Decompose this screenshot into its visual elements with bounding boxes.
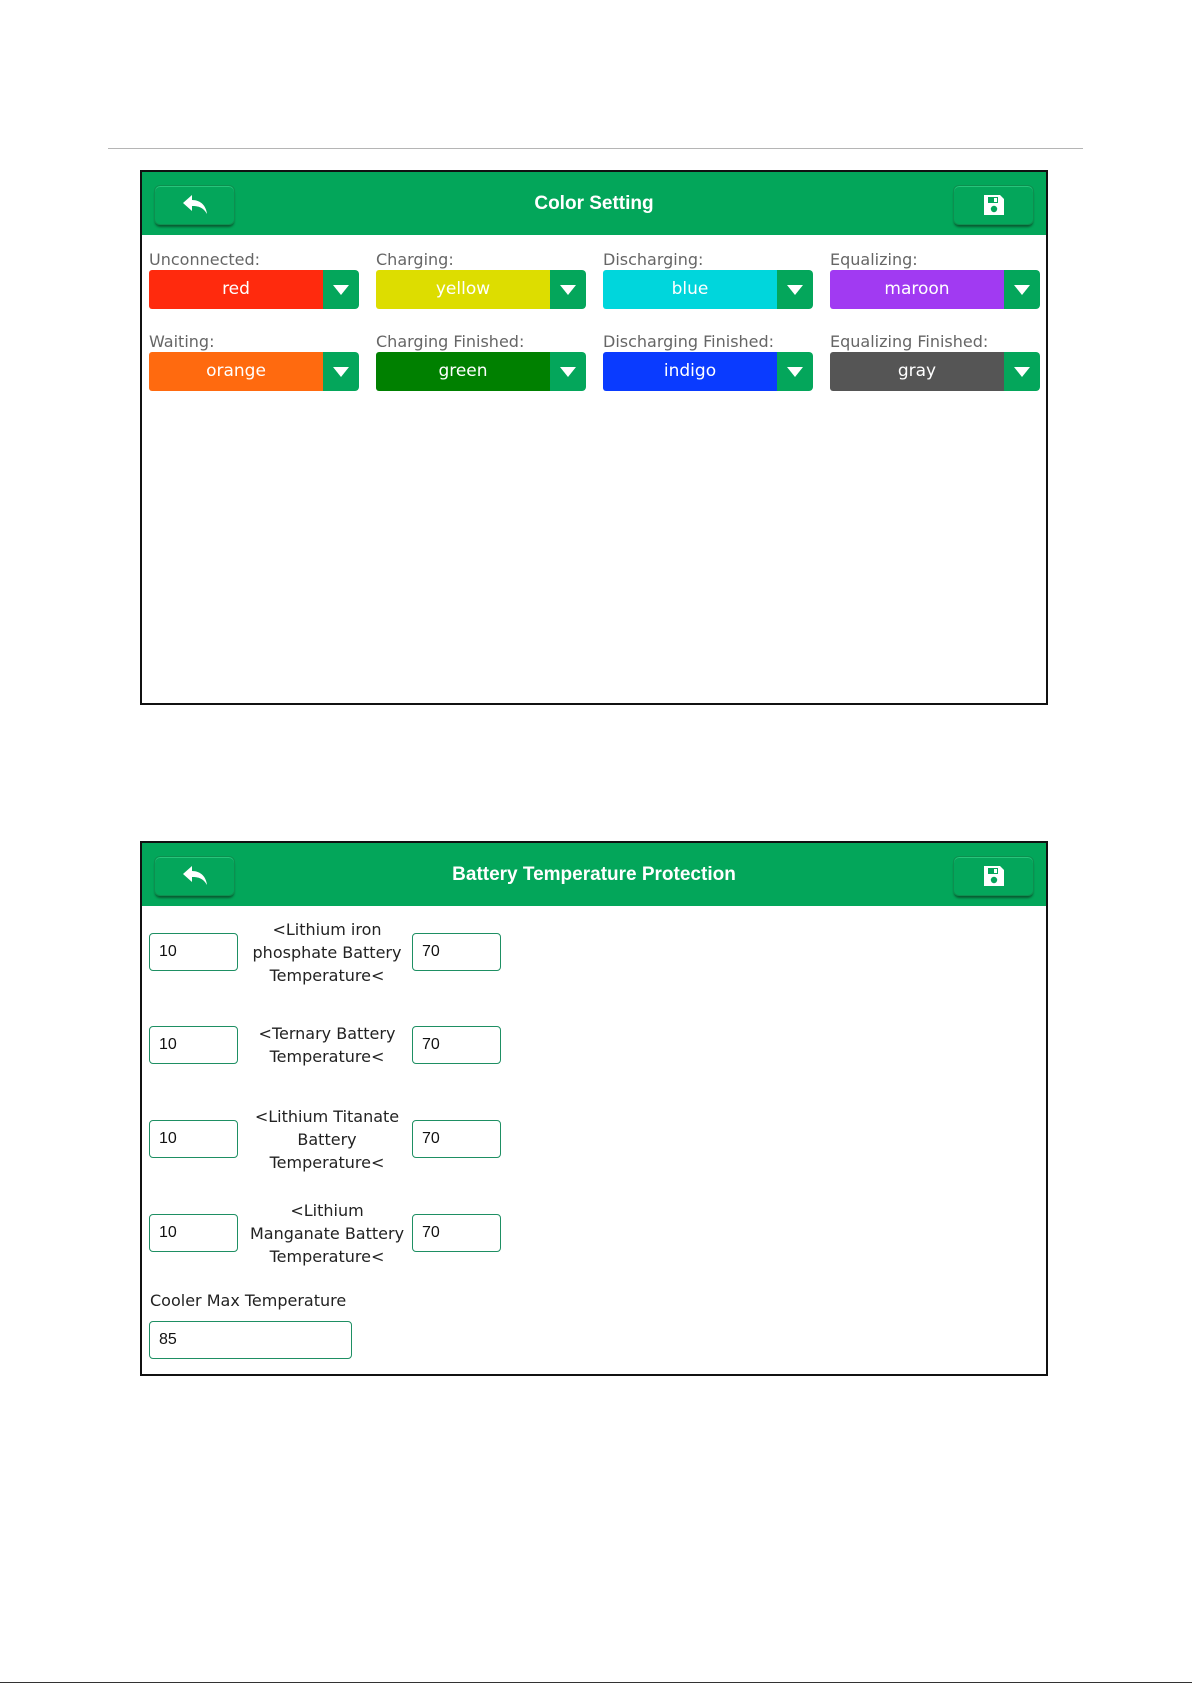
caret-down-icon <box>787 285 803 295</box>
color-select-value: green <box>376 352 550 391</box>
color-select[interactable] <box>830 270 1040 309</box>
color-field-label: Unconnected: <box>149 250 261 269</box>
caret-down-icon <box>787 367 803 377</box>
caret-down-icon <box>560 285 576 295</box>
save-button[interactable] <box>953 856 1034 896</box>
caret-down-icon <box>333 367 349 377</box>
min-temperature-input[interactable] <box>149 1120 238 1158</box>
caret-down-icon <box>560 367 576 377</box>
back-button[interactable] <box>154 856 235 896</box>
battery-temperature-label-line: Temperature< <box>269 965 385 985</box>
color-select[interactable] <box>603 270 813 309</box>
battery-temperature-label-line: <Lithium iron <box>272 919 382 939</box>
battery-temperature-label-line: Battery <box>297 1129 357 1149</box>
dropdown-button[interactable] <box>550 352 586 391</box>
color-select[interactable] <box>149 352 359 391</box>
dropdown-button[interactable] <box>777 352 813 391</box>
battery-temperature-label-line: phosphate Battery <box>252 942 402 962</box>
max-temperature-input[interactable] <box>412 1120 501 1158</box>
battery-temperature-label-line: Temperature< <box>269 1047 385 1066</box>
color-setting-header <box>142 172 1046 235</box>
color-field-label: Equalizing Finished: <box>830 332 989 351</box>
color-select[interactable] <box>149 270 359 309</box>
color-field-label: Equalizing: <box>830 250 918 269</box>
color-select-value: yellow <box>376 270 550 309</box>
color-select[interactable] <box>376 270 586 309</box>
color-field-label: Charging: <box>376 250 454 269</box>
color-select-value: blue <box>603 270 777 309</box>
battery-temperature-label-line: <Lithium Titanate <box>254 1106 400 1126</box>
dropdown-button[interactable] <box>777 270 813 309</box>
dropdown-button[interactable] <box>1004 352 1040 391</box>
cooler-max-temperature-input[interactable] <box>149 1321 352 1359</box>
color-select-value: gray <box>830 352 1004 391</box>
max-temperature-input[interactable] <box>412 1026 501 1064</box>
dropdown-button[interactable] <box>323 270 359 309</box>
back-button[interactable] <box>154 185 235 225</box>
battery-temperature-label-line: Temperature< <box>269 1246 385 1266</box>
max-temperature-input[interactable] <box>412 933 501 971</box>
floppy-disk-icon <box>983 194 1005 216</box>
color-field-label: Discharging Finished: <box>603 332 775 351</box>
min-temperature-input[interactable] <box>149 933 238 971</box>
color-setting-panel <box>140 170 1048 705</box>
cooler-max-temperature-label: Cooler Max Temperature <box>150 1291 347 1310</box>
battery-temperature-label <box>244 1022 410 1068</box>
battery-temperature-label-line: <Ternary Battery <box>258 1024 396 1043</box>
color-select[interactable] <box>603 352 813 391</box>
color-field-label: Discharging: <box>603 250 704 269</box>
battery-temperature-header <box>142 843 1046 906</box>
color-field-label: Waiting: <box>149 332 215 351</box>
color-select-value: indigo <box>603 352 777 391</box>
battery-temperature-label-line: Temperature< <box>269 1152 385 1172</box>
dropdown-button[interactable] <box>323 352 359 391</box>
battery-temperature-label <box>244 1105 410 1174</box>
page-bottom-rule <box>0 1682 1192 1683</box>
battery-temperature-label-line: <Lithium <box>290 1200 364 1220</box>
color-field-label: Charging Finished: <box>376 332 525 351</box>
back-arrow-icon <box>182 865 208 887</box>
color-select-value: red <box>149 270 323 309</box>
dropdown-button[interactable] <box>1004 270 1040 309</box>
battery-temperature-title: Battery Temperature Protection <box>452 864 736 885</box>
caret-down-icon <box>333 285 349 295</box>
battery-temperature-label <box>244 1199 410 1268</box>
battery-temperature-label-line: Manganate Battery <box>249 1223 405 1243</box>
dropdown-button[interactable] <box>550 270 586 309</box>
max-temperature-input[interactable] <box>412 1214 501 1252</box>
back-arrow-icon <box>182 194 208 216</box>
save-button[interactable] <box>953 185 1034 225</box>
caret-down-icon <box>1014 367 1030 377</box>
color-select[interactable] <box>376 352 586 391</box>
color-select-value: maroon <box>830 270 1004 309</box>
battery-temperature-panel <box>140 841 1048 1376</box>
color-setting-title: Color Setting <box>534 193 654 214</box>
page-top-rule <box>108 148 1083 149</box>
floppy-disk-icon <box>983 865 1005 887</box>
caret-down-icon <box>1014 285 1030 295</box>
min-temperature-input[interactable] <box>149 1214 238 1252</box>
battery-temperature-label <box>244 918 410 987</box>
min-temperature-input[interactable] <box>149 1026 238 1064</box>
color-select-value: orange <box>149 352 323 391</box>
color-select[interactable] <box>830 352 1040 391</box>
